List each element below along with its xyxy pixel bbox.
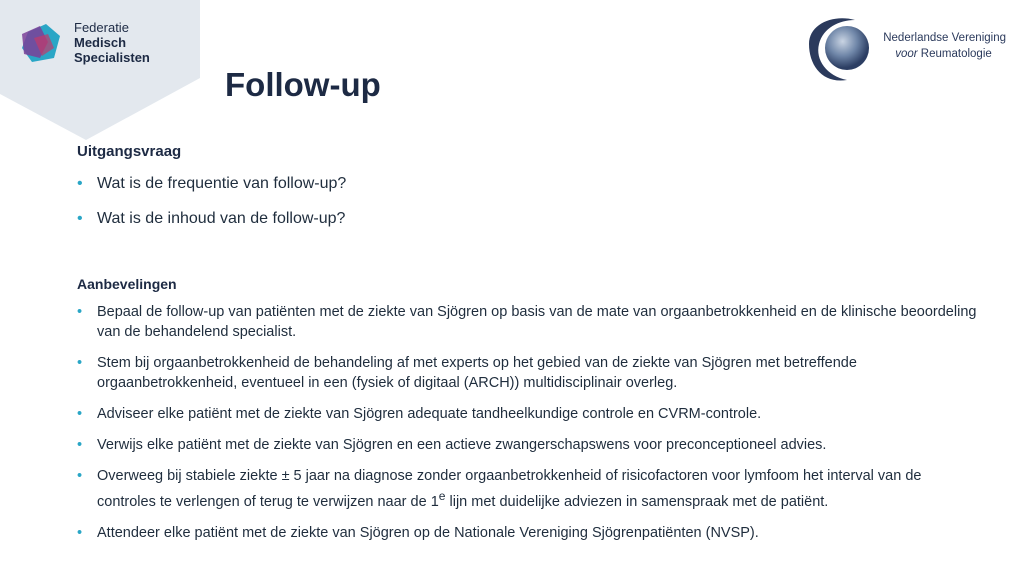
fms-logo-line1: Federatie — [74, 20, 129, 35]
nvr-logo-line1: Nederlandse Vereniging — [883, 32, 1006, 44]
recommendation-text: Verwijs elke patiënt met de ziekte van Sjögren en een actieve zwangerschapswens voor preconceptioneel advies. — [97, 437, 827, 453]
question-item — [77, 174, 957, 194]
recommendations-section — [77, 276, 977, 543]
recommendation-item — [77, 302, 977, 342]
bullet-icon: • — [77, 468, 83, 484]
ordinal-superscript: e — [438, 489, 446, 503]
recommendation-text: Stem bij orgaanbetrokkenheid de behandeling af met experts op het gebied van de ziekte van Sjögren met betreffende orgaanbetrokkenheid, eventueel in een (fysiek of digitaal (ARCH)) multidisciplinair overleg. — [97, 355, 857, 391]
recommendation-text: Bepaal de follow-up van patiënten met de ziekte van Sjögren op basis van de mate van orgaanbetrokkenheid en de klinische beoordeling van de behandelend specialist. — [97, 304, 977, 340]
recommendation-item — [77, 523, 977, 543]
bullet-icon: • — [77, 304, 83, 320]
bullet-icon: • — [77, 437, 83, 453]
nvr-globe-icon — [803, 14, 881, 86]
recommendation-text: Adviseer elke patiënt met de ziekte van Sjögren adequate tandheelkundige controle en CVRM-controle. — [97, 406, 762, 422]
nvr-logo-line2 — [883, 46, 1006, 62]
recommendation-item — [77, 404, 977, 424]
recommendation-text-after: lijn met duidelijke adviezen in samenspraak met de patiënt. — [445, 493, 829, 510]
fms-logo-line2: Medisch — [74, 35, 127, 50]
question-section — [77, 143, 957, 229]
slide-title: Follow-up — [225, 66, 381, 103]
bullet-icon: • — [77, 406, 83, 422]
bullet-icon: • — [77, 175, 83, 192]
federatie-medisch-specialisten-logo — [18, 20, 150, 68]
recommendation-item — [77, 435, 977, 455]
recommendation-text-before: Overweeg bij stabiele ziekte ± 5 jaar na diagnose zonder orgaanbetrokkenheid of risicofactoren voor lymfoom het interval van de controles te verlengen of terug te verwijzen naar de 1 — [97, 468, 922, 510]
nvr-logo — [803, 14, 1006, 86]
bullet-icon: • — [77, 210, 83, 227]
recommendation-text: Attendeer elke patiënt met de ziekte van Sjögren op de Nationale Vereniging Sjögrenpatiënten (NVSP). — [97, 524, 759, 541]
recommendation-item — [77, 353, 977, 393]
recommendation-text — [97, 468, 921, 510]
question-heading: Uitgangsvraag — [77, 143, 182, 160]
question-text: Wat is de inhoud van de follow-up? — [97, 210, 346, 227]
bullet-icon: • — [77, 524, 83, 541]
question-text: Wat is de frequentie van follow-up? — [97, 175, 347, 192]
fms-logo-mark-icon — [18, 20, 66, 68]
bullet-icon: • — [77, 355, 83, 371]
fms-logo-line3: Specialisten — [74, 50, 150, 65]
recommendation-item — [77, 466, 977, 512]
nvr-logo-reumatologie: Reumatologie — [917, 48, 992, 60]
nvr-logo-voor: voor — [895, 48, 918, 60]
question-list — [77, 174, 957, 229]
recommendations-heading: Aanbevelingen — [77, 276, 177, 292]
question-item — [77, 209, 957, 229]
recommendations-list — [77, 302, 977, 543]
